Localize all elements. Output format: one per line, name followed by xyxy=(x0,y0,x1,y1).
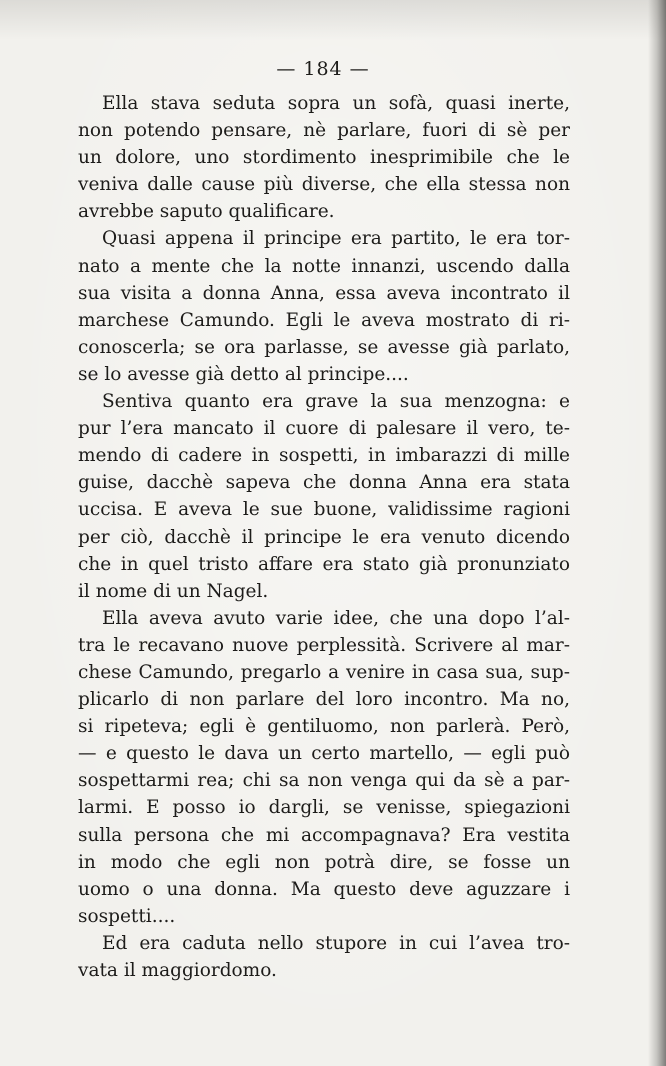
text-line: sospetti.... xyxy=(78,905,176,927)
text-line: Ed era caduta nello stupore in cui l’avea tro- xyxy=(102,932,570,954)
text-line: pur l’era mancato il cuore di palesare il vero, te- xyxy=(78,418,570,440)
text-line: non potendo pensare, nè parlare, fuori di sè per xyxy=(78,120,570,142)
text-line: un dolore, uno stordimento inesprimibile che le xyxy=(78,147,570,169)
page-number: — 184 — xyxy=(276,58,370,80)
text-line: veniva dalle cause più diverse, che ella stessa non xyxy=(78,174,570,196)
text-line: avrebbe saputo qualificare. xyxy=(78,201,335,223)
text-line: — e questo le dava un certo martello, — egli può xyxy=(78,743,570,765)
text-line: uomo o una donna. Ma questo deve aguzzare i xyxy=(78,878,570,900)
text-line: si ripeteva; egli è gentiluomo, non parlerà. Però, xyxy=(78,716,570,738)
page-binding-edge xyxy=(648,0,666,1066)
text-line: Ella stava seduta sopra un sofà, quasi inerte, xyxy=(102,93,570,114)
text-line: chese Camundo, pregarlo a venire in casa sua, sup- xyxy=(78,661,570,683)
text-line: in modo che egli non potrà dire, se fosse un xyxy=(78,851,570,873)
text-line: vata il maggiordomo. xyxy=(78,960,277,981)
text-line: mendo di cadere in sospetti, in imbarazzi di mille xyxy=(78,445,570,467)
text-line: che in quel tristo affare era stato già pronunziato xyxy=(78,553,570,575)
text-line: guise, dacchè sapeva che donna Anna era stata xyxy=(78,472,570,494)
text-line: uccisa. E aveva le sue buone, validissime ragioni xyxy=(78,499,570,521)
text-line: larmi. E posso io dargli, se venisse, spiegazioni xyxy=(78,797,570,819)
text-line: sospettarmi rea; chi sa non venga qui da sè a par- xyxy=(78,770,570,792)
text-line: Sentiva quanto era grave la sua menzogna: e xyxy=(102,391,570,413)
text-line: conoscerla; se ora parlasse, se avesse già parlato, xyxy=(78,336,570,358)
text-line: il nome di un Nagel. xyxy=(78,580,269,602)
text-line: marchese Camundo. Egli le aveva mostrato di ri- xyxy=(78,309,570,331)
text-line: Ella aveva avuto varie idee, che una dopo l’al- xyxy=(102,607,570,629)
text-line: sua visita a donna Anna, essa aveva incontrato il xyxy=(78,282,570,304)
page-text-body xyxy=(78,90,570,984)
text-line: se lo avesse già detto al principe.... xyxy=(78,363,409,385)
text-line: sulla persona che mi accompagnava? Era vestita xyxy=(78,824,570,846)
text-line: Quasi appena il principe era partito, le era tor- xyxy=(102,228,570,250)
text-line: plicarlo di non parlare del loro incontro. Ma no, xyxy=(78,689,570,711)
text-line: nato a mente che la notte innanzi, uscendo dalla xyxy=(78,255,570,277)
text-line: per ciò, dacchè il principe le era venuto dicendo xyxy=(78,526,570,548)
text-line: tra le recavano nuove perplessità. Scrivere al mar- xyxy=(78,634,570,656)
page-top-shadow xyxy=(0,0,666,40)
